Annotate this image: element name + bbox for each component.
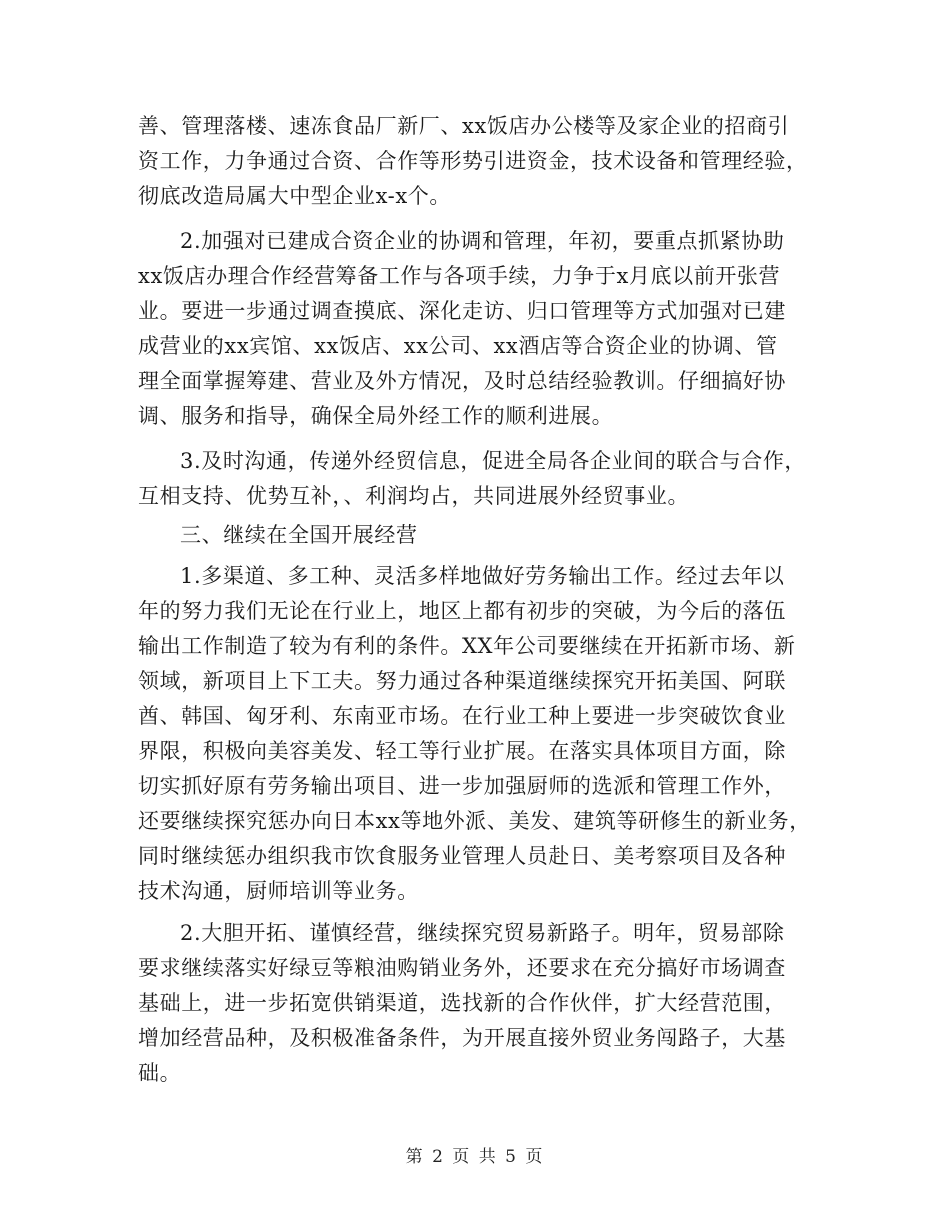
text-line: 成营业的xx宾馆、xx饭店、xx公司、xx酒店等合资企业的协调、管 <box>138 334 778 358</box>
text-line: 要求继续落实好绿豆等粮油购销业务外，还要求在充分搞好市场调查 <box>138 956 786 980</box>
text-line: 酋、韩国、匈牙利、东南亚市场。在行业工种上要进一步突破饮食业 <box>138 704 786 728</box>
text-line: 彻底改造局属大中型企业x-x个。 <box>138 184 452 208</box>
section-heading: 三、继续在全国开展经营 <box>180 523 418 547</box>
text-line: 界限，积极向美容美发、轻工等行业扩展。在落实具体项目方面，除 <box>138 739 786 763</box>
text-line: 础。 <box>138 1061 182 1085</box>
text-line: 增加经营品种，及积极准备条件，为开展直接外贸业务闯路子，大基 <box>138 1026 786 1050</box>
text-line: 3.及时沟通，传递外经贸信息，促进全局各企业间的联合与合作， <box>180 449 807 473</box>
text-line: 输出工作制造了较为有利的条件。XX年公司要继续在开拓新市场、新 <box>138 634 796 658</box>
text-line: 切实抓好原有劳务输出项目、进一步加强厨师的选派和管理工作外， <box>138 774 786 798</box>
text-line: 调、服务和指导，确保全局外经工作的顺利进展。 <box>138 404 614 428</box>
text-line: 业。要进一步通过调查摸底、深化走访、归口管理等方式加强对已建 <box>138 299 786 323</box>
page-number-footer: 第 2 页 共 5 页 <box>405 1147 545 1167</box>
text-line: 年的努力我们无论在行业上，地区上都有初步的突破，为今后的落伍 <box>138 599 786 623</box>
text-line: 1.多渠道、多工种、灵活多样地做好劳务输出工作。经过去年以 <box>180 564 785 588</box>
text-line: 资工作，力争通过合资、合作等形势引进资金，技术设备和管理经验， <box>138 149 808 173</box>
text-line: 技术沟通，厨师培训等业务。 <box>138 879 419 903</box>
text-line: 还要继续探究惩办向日本xx等地外派、美发、建筑等研修生的新业务， <box>138 809 811 833</box>
text-line: 互相支持、优势互补，、利润均占，共同进展外经贸事业。 <box>138 484 690 508</box>
text-line: 2.大胆开拓、谨慎经营，继续探究贸易新路子。明年，贸易部除 <box>180 921 785 945</box>
text-line: 同时继续惩办组织我市饮食服务业管理人员赴日、美考察项目及各种 <box>138 844 786 868</box>
text-line: 基础上，进一步拓宽供销渠道，选找新的合作伙伴，扩大经营范围， <box>138 991 786 1015</box>
text-line: 2.加强对已建成合资企业的协调和管理，年初，要重点抓紧协助 <box>180 229 785 253</box>
text-line: 善、管理落楼、速冻食品厂新厂、xx饭店办公楼等及家企业的招商引 <box>138 114 790 138</box>
text-line: xx饭店办理合作经营筹备工作与各项手续，力争于x月底以前开张营 <box>138 264 781 288</box>
text-line: 领域，新项目上下工夫。努力通过各种渠道继续探究开拓美国、阿联 <box>138 669 786 693</box>
text-line: 理全面掌握筹建、营业及外方情况，及时总结经验教训。仔细搞好协 <box>138 369 786 393</box>
